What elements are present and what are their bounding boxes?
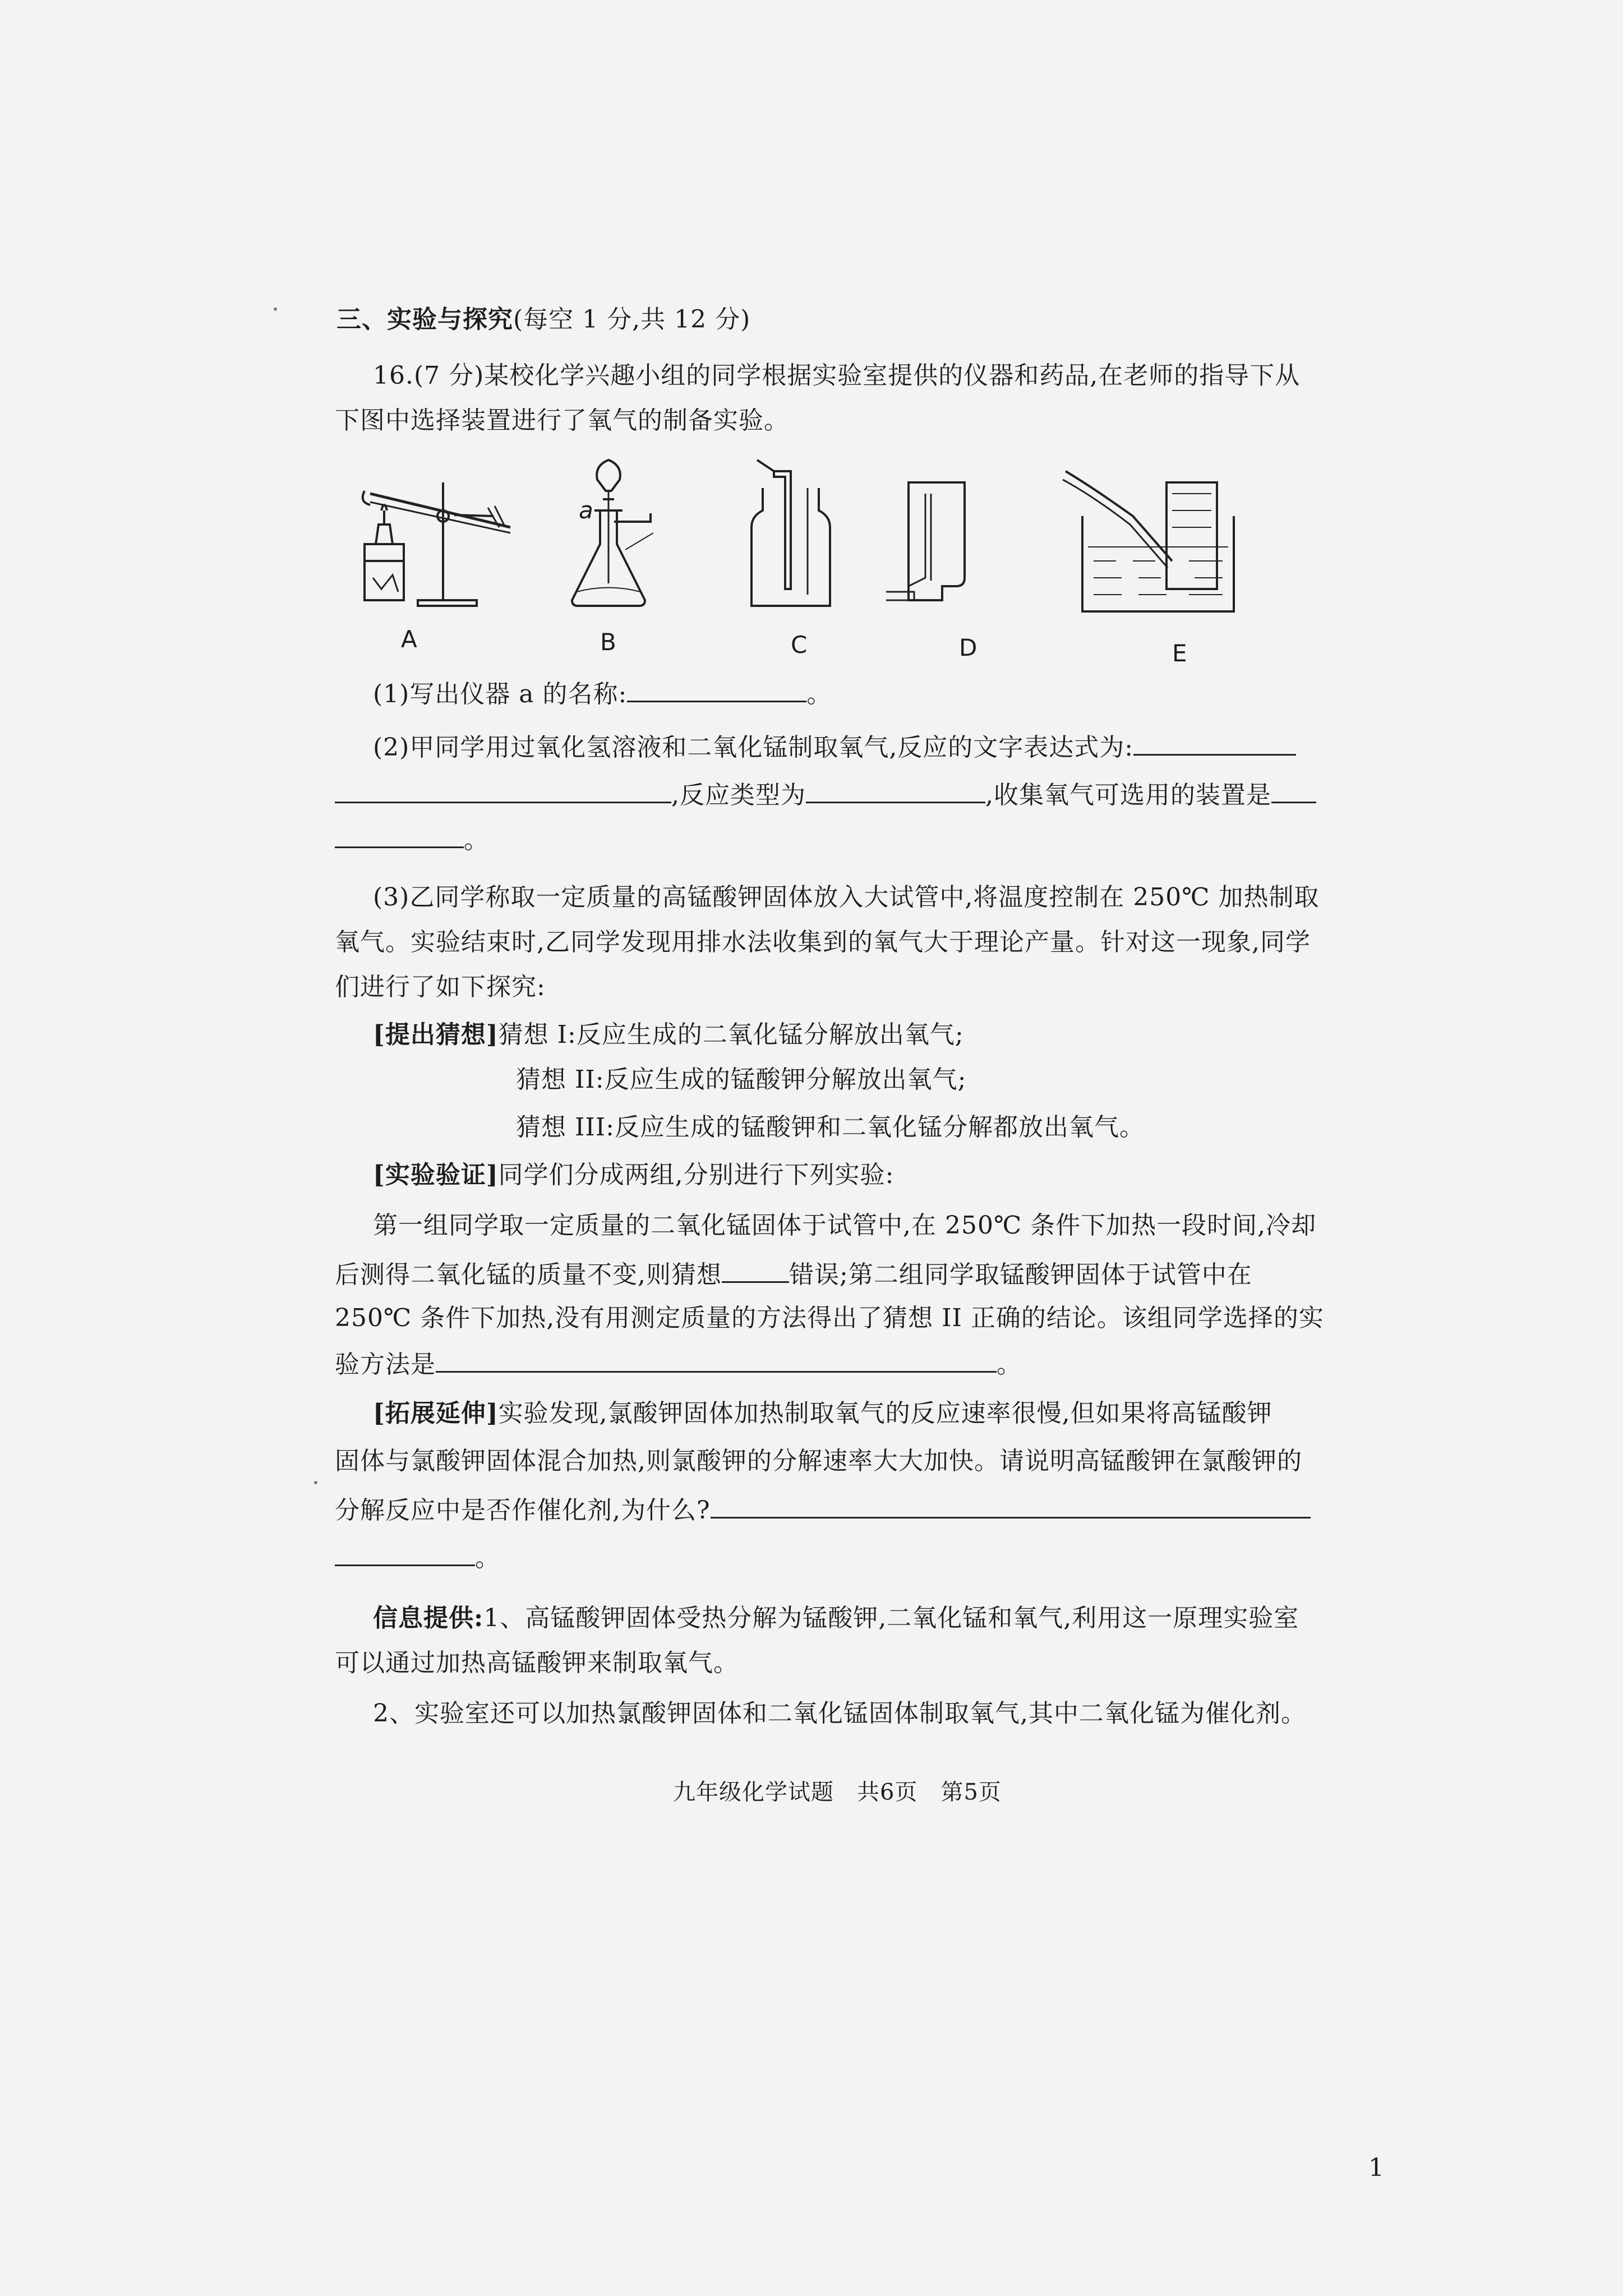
apparatus-label-c: C [791, 631, 808, 659]
q16-part2-mid1: ,反应类型为 [671, 781, 806, 809]
q16-part3-line3: 们进行了如下探究: [335, 973, 546, 1001]
group-line2 [335, 1257, 1252, 1292]
apparatus-b [572, 460, 653, 606]
apparatus-label-d: D [959, 634, 978, 661]
section-heading [336, 303, 750, 337]
hypothesis-3: 猜想 III:反应生成的锰酸钾和二氧化锰分解都放出氧气。 [516, 1113, 1145, 1142]
hypothesis-tag: [提出猜想] [373, 1020, 499, 1049]
group-line3: 250℃ 条件下加热,没有用测定质量的方法得出了猜想 II 正确的结论。该组同学选择的实 [335, 1304, 1324, 1332]
q16-part3-line1: (3)乙同学称取一定质量的高锰酸钾固体放入大试管中,将温度控制在 250℃ 加热制取 [373, 883, 1320, 912]
page-footer: 九年级化学试题 共6页 第5页 [673, 1779, 1002, 1805]
verification-text: 同学们分成两组,分别进行下列实验: [498, 1161, 895, 1189]
answer-blank-catalyst-1[interactable] [711, 1492, 1311, 1519]
apparatus-label-a: A [401, 625, 417, 653]
page-number: 1 [1368, 2154, 1385, 2182]
extension-end: 。 [475, 1544, 500, 1572]
apparatus-c [751, 460, 830, 606]
extension-line1 [373, 1397, 1272, 1430]
answer-blank-collect-2[interactable] [335, 822, 464, 848]
info-tag: 信息提供: [373, 1604, 484, 1632]
q16-part2-line1 [373, 729, 1296, 765]
extension-tag: [拓展延伸] [373, 1399, 499, 1428]
q16-part2-text: (2)甲同学用过氧化氢溶液和二氧化锰制取氧气,反应的文字表达式为: [373, 733, 1134, 762]
scan-speck [274, 307, 277, 311]
info1-text1: 1、高锰酸钾固体受热分解为锰酸钾,二氧化锰和氧气,利用这一原理实验室 [483, 1604, 1299, 1632]
extension-line4 [335, 1540, 500, 1575]
apparatus-drawings [348, 449, 1301, 684]
group-line4 [335, 1346, 1022, 1382]
q16-part1-text: (1)写出仪器 a 的名称: [373, 680, 628, 708]
extension-text1: 实验发现,氯酸钾固体加热制取氧气的反应速率很慢,但如果将高锰酸钾 [498, 1399, 1272, 1428]
group-line2b: 错误;第二组同学取锰酸钾固体于试管中在 [789, 1260, 1252, 1289]
group-line1: 第一组同学取一定质量的二氧化锰固体于试管中,在 250℃ 条件下加热一段时间,冷却 [373, 1211, 1317, 1240]
section-title: 三、实验与探究 [336, 305, 513, 334]
hypothesis-line1 [373, 1018, 964, 1052]
answer-blank-a-name[interactable] [627, 676, 806, 702]
info-line1 [373, 1602, 1299, 1635]
group-line2a: 后测得二氧化锰的质量不变,则猜想 [335, 1260, 722, 1289]
apparatus-marker-a: a [579, 496, 593, 524]
section-note: (每空 1 分,共 12 分) [513, 305, 751, 334]
hypothesis-1: 猜想 I:反应生成的二氧化锰分解放出氧气; [498, 1020, 964, 1049]
answer-blank-collect-1[interactable] [1271, 777, 1316, 803]
answer-blank-expression-2[interactable] [335, 777, 671, 803]
q16-part2-line2 [335, 777, 1316, 812]
answer-blank-catalyst-2[interactable] [335, 1540, 475, 1566]
apparatus-label-b: B [600, 628, 616, 656]
apparatus-e [1063, 471, 1234, 611]
answer-blank-method[interactable] [436, 1346, 997, 1373]
q16-part1-end: 。 [806, 680, 832, 708]
q16-part3-line2: 氧气。实验结束时,乙同学发现用排水法收集到的氧气大于理论产量。针对这一现象,同学 [335, 928, 1311, 956]
q16-part2-line3 [335, 822, 489, 857]
extension-line2: 固体与氯酸钾固体混合加热,则氯酸钾的分解速率大大加快。请说明高锰酸钾在氯酸钾的 [335, 1447, 1302, 1475]
answer-blank-expression-1[interactable] [1133, 729, 1296, 756]
scan-speck [314, 1481, 317, 1484]
q16-intro-line2: 下图中选择装置进行了氧气的制备实验。 [335, 406, 789, 435]
answer-blank-reaction-type[interactable] [806, 777, 985, 803]
q16-part1 [373, 676, 832, 711]
q16-part2-mid2: ,收集氧气可选用的装置是 [985, 781, 1271, 809]
info1-text2: 可以通过加热高锰酸钾来制取氧气。 [335, 1649, 739, 1677]
apparatus-label-e: E [1172, 639, 1187, 667]
apparatus-diagram [348, 449, 1301, 684]
q16-part2-end: 。 [464, 826, 489, 854]
info2-text: 2、实验室还可以加热氯酸钾固体和二氧化锰固体制取氧气,其中二氧化锰为催化剂。 [373, 1699, 1306, 1728]
verification-tag: [实验验证] [373, 1161, 499, 1189]
answer-blank-hypothesis[interactable] [722, 1257, 789, 1283]
hypothesis-2: 猜想 II:反应生成的锰酸钾分解放出氧气; [516, 1065, 967, 1094]
extension-line3 [335, 1492, 1311, 1527]
q16-intro-line1: 16.(7 分)某校化学兴趣小组的同学根据实验室提供的仪器和药品,在老师的指导下从 [373, 361, 1301, 390]
extension-text3: 分解反应中是否作催化剂,为什么? [335, 1496, 711, 1525]
group-line4-text: 验方法是 [335, 1350, 436, 1379]
group-line4-end: 。 [997, 1350, 1022, 1379]
verification-line [373, 1158, 894, 1192]
apparatus-d [886, 482, 965, 600]
apparatus-a [363, 482, 510, 606]
